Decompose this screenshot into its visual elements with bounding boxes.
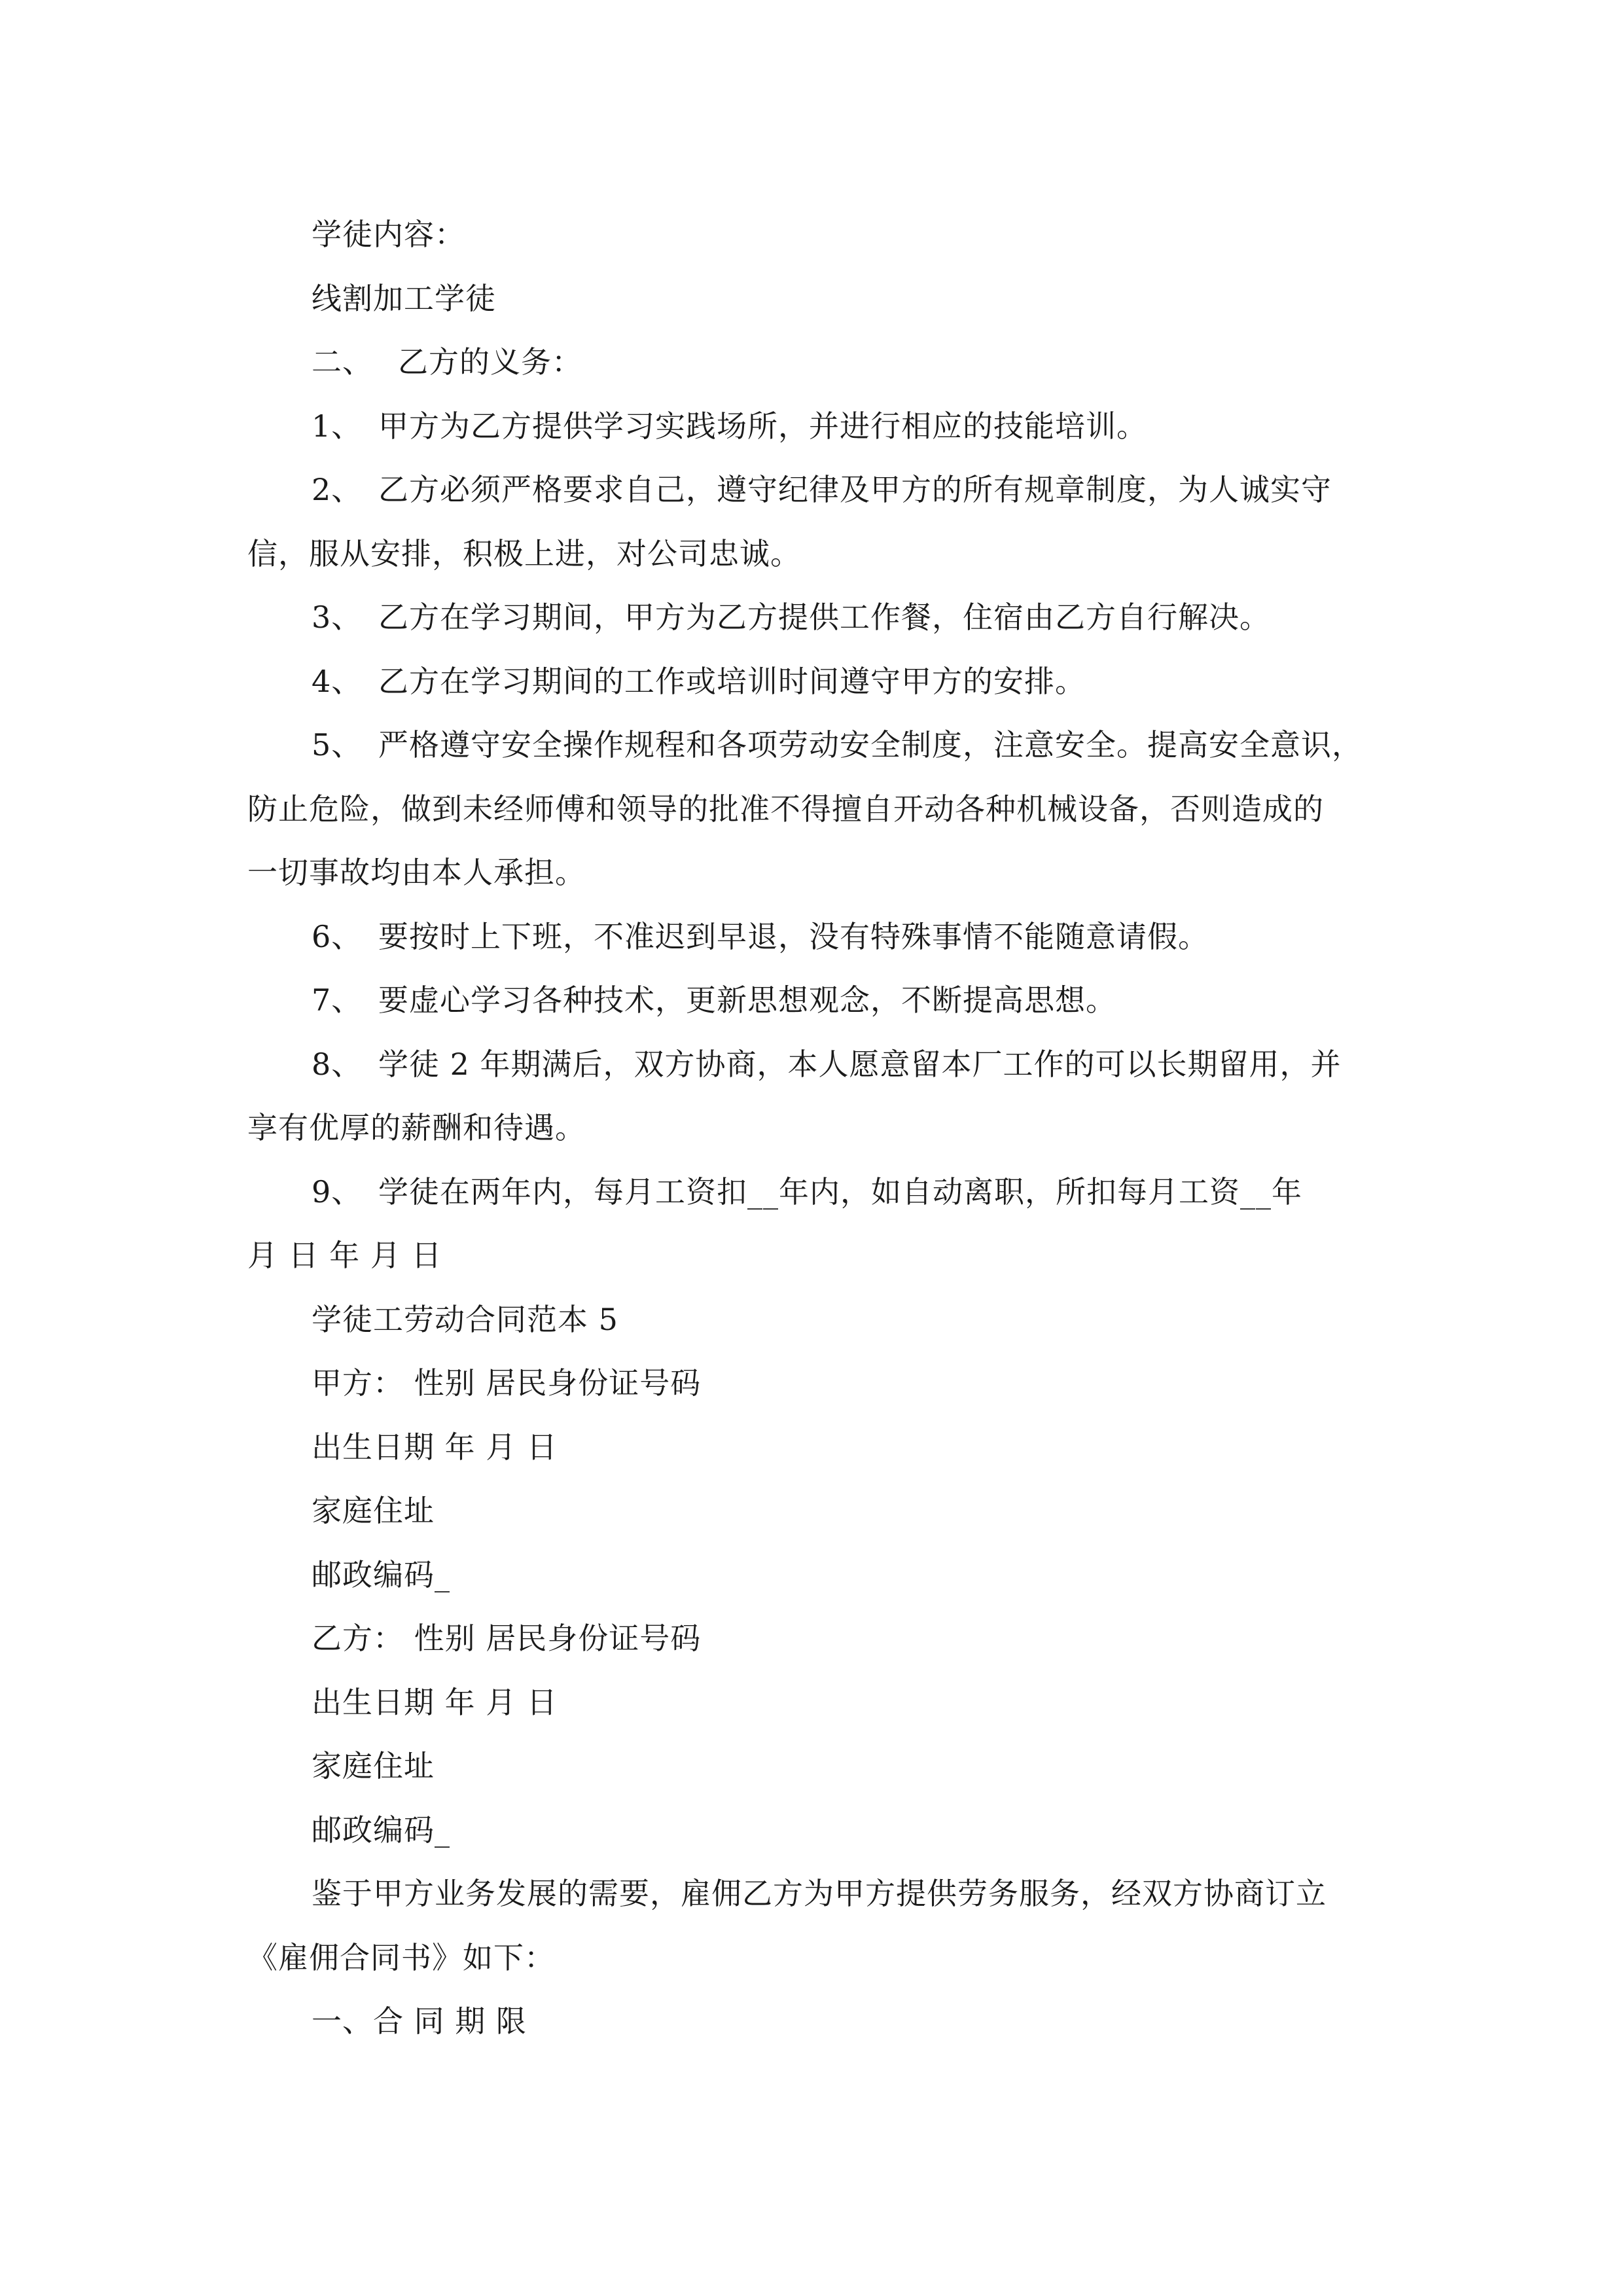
contract-title: 学徒工劳动合同范本 5	[312, 1301, 618, 1337]
clause-5-continuation: 防止危险，做到未经师傅和领导的批准不得擅自开动各种机械设备，否则造成的	[247, 791, 1324, 827]
clause-number: 7、	[312, 982, 363, 1018]
section-title: 乙方的义务：	[398, 344, 582, 380]
section-heading-party-b-obligations	[247, 331, 1376, 395]
clause-text: 学徒 2 年期满后，双方协商，本人愿意留本厂工作的可以长期留用，并	[378, 1046, 1342, 1082]
clause-number: 1、	[312, 408, 363, 444]
clause-5-continuation: 一切事故均由本人承担。	[247, 855, 586, 890]
party-b-info: 乙方： 性别 居民身份证号码	[312, 1621, 702, 1656]
section-number: 二、	[312, 344, 373, 380]
clause-number: 4、	[312, 663, 363, 699]
clause-9	[247, 1160, 1376, 1225]
clause-number: 6、	[312, 918, 363, 954]
preamble-continuation: 《雇佣合同书》如下：	[247, 1939, 555, 1975]
clause-text: 学徒在两年内，每月工资扣__年内，如自动离职，所扣每月工资__年	[378, 1174, 1302, 1210]
clause-2-continuation: 信，服从安排，积极上进，对公司忠诚。	[247, 535, 801, 571]
clause-3	[247, 586, 1376, 650]
clause-text: 乙方在学习期间的工作或培训时间遵守甲方的安排。	[378, 663, 1086, 699]
party-a-address: 家庭住址	[312, 1493, 435, 1528]
party-a-info: 甲方： 性别 居民身份证号码	[312, 1365, 702, 1401]
clause-text: 要虚心学习各种技术，更新思想观念，不断提高思想。	[378, 982, 1116, 1018]
document-body	[247, 203, 1376, 2054]
party-a-birth-date: 出生日期 年 月 日	[312, 1429, 558, 1465]
party-b-address: 家庭住址	[312, 1748, 435, 1784]
clause-number: 2、	[312, 472, 363, 507]
clause-8-continuation: 享有优厚的薪酬和待遇。	[247, 1110, 586, 1145]
clause-5	[247, 713, 1376, 778]
clause-1	[247, 395, 1376, 459]
clause-6	[247, 905, 1376, 969]
clause-number: 3、	[312, 600, 363, 635]
clause-number: 9、	[312, 1174, 363, 1210]
section-heading-contract-term: 一、合 同 期 限	[312, 2003, 527, 2039]
clause-9-continuation: 月 日 年 月 日	[247, 1238, 442, 1273]
party-b-postal-code: 邮政编码_	[312, 1812, 450, 1848]
paragraph-apprentice-content-heading: 学徒内容：	[312, 217, 465, 252]
clause-7	[247, 969, 1376, 1033]
paragraph-wire-cutting-apprentice: 线割加工学徒	[312, 280, 496, 316]
clause-number: 5、	[312, 727, 363, 762]
clause-text: 乙方必须严格要求自己，遵守纪律及甲方的所有规章制度，为人诚实守	[378, 472, 1332, 507]
clause-text: 甲方为乙方提供学习实践场所，并进行相应的技能培训。	[378, 408, 1147, 444]
party-a-postal-code: 邮政编码_	[312, 1556, 450, 1592]
clause-2	[247, 458, 1376, 522]
clause-number: 8、	[312, 1046, 363, 1082]
clause-text: 严格遵守安全操作规程和各项劳动安全制度，注意安全。提高安全意识，	[378, 727, 1363, 762]
clause-8	[247, 1033, 1376, 1097]
preamble-paragraph: 鉴于甲方业务发展的需要，雇佣乙方为甲方提供劳务服务，经双方协商订立	[312, 1876, 1327, 1911]
clause-4	[247, 650, 1376, 714]
party-b-birth-date: 出生日期 年 月 日	[312, 1684, 558, 1720]
clause-text: 要按时上下班，不准迟到早退，没有特殊事情不能随意请假。	[378, 918, 1209, 954]
clause-text: 乙方在学习期间，甲方为乙方提供工作餐，住宿由乙方自行解决。	[378, 600, 1270, 635]
